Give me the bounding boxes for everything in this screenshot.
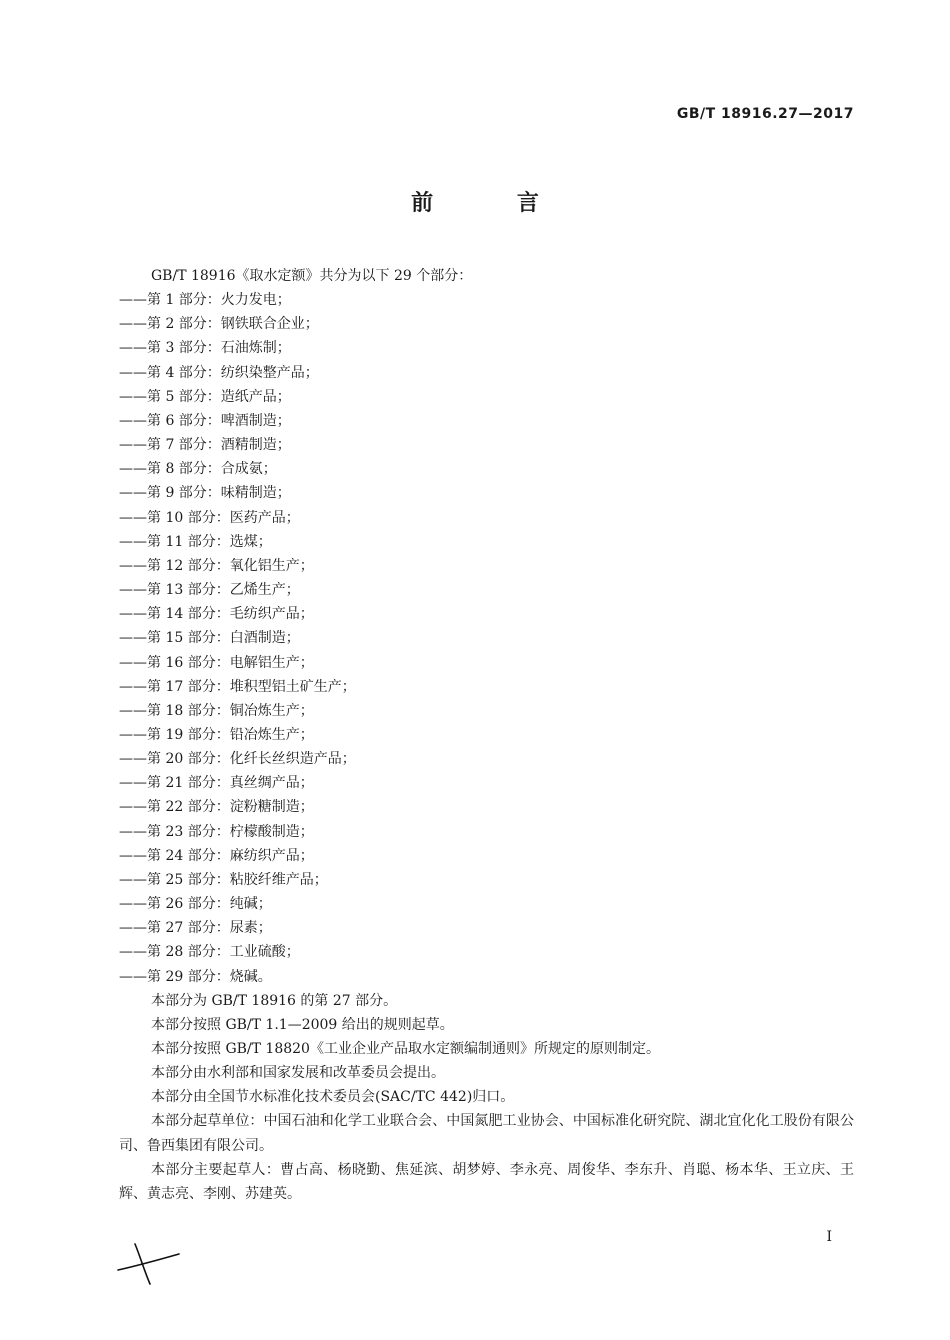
part-item: ——第 25 部分：粘胶纤维产品；	[119, 871, 328, 888]
page-title: 前 言	[411, 191, 577, 216]
part-item: ——第 9 部分：味精制造；	[119, 485, 291, 502]
part-item: ——第 24 部分：麻纺织产品；	[119, 847, 314, 864]
part-item: ——第 7 部分：酒精制造；	[119, 437, 291, 454]
part-item: ——第 21 部分：真丝绸产品；	[119, 775, 314, 792]
part-item: ——第 5 部分：造纸产品；	[119, 388, 291, 405]
part-item: ——第 14 部分：毛纺织产品；	[119, 606, 314, 623]
body-paragraph: 本部分按照 GB/T 18820《工业企业产品取水定额编制通则》所规定的原则制定。	[151, 1041, 660, 1057]
part-item: ——第 3 部分：石油炼制；	[119, 340, 291, 357]
part-item: ——第 4 部分：纺织染整产品；	[119, 364, 319, 381]
part-item: ——第 15 部分：白酒制造；	[119, 630, 300, 647]
document-body	[119, 264, 854, 1206]
body-paragraph: 本部分由全国节水标准化技术委员会(SAC/TC 442)归口。	[151, 1089, 515, 1106]
parts-list	[119, 288, 854, 989]
part-item: ——第 12 部分：氧化铝生产；	[119, 557, 314, 574]
paragraph-list	[119, 989, 854, 1206]
body-paragraph: 本部分起草单位：中国石油和化学工业联合会、中国氮肥工业协会、中国标准化研究院、湖北宜化化工股份有限公司、鲁西集团有限公司。	[119, 1113, 854, 1154]
body-paragraph: 本部分为 GB/T 18916 的第 27 部分。	[151, 992, 398, 1009]
part-item: ——第 23 部分：柠檬酸制造；	[119, 823, 314, 840]
body-paragraph: 本部分按照 GB/T 1.1—2009 给出的规则起草。	[151, 1016, 454, 1033]
part-item: ——第 29 部分：烧碱。	[119, 968, 272, 985]
intro-line: GB/T 18916《取水定额》共分为以下 29 个部分：	[151, 268, 473, 284]
part-item: ——第 11 部分：选煤；	[119, 533, 272, 550]
body-paragraph: 本部分由水利部和国家发展和改革委员会提出。	[151, 1065, 445, 1082]
part-item: ——第 28 部分：工业硫酸；	[119, 944, 300, 961]
part-item: ——第 18 部分：铜冶炼生产；	[119, 702, 314, 719]
part-item: ——第 8 部分：合成氨；	[119, 461, 277, 478]
part-item: ——第 2 部分：钢铁联合企业；	[119, 316, 319, 333]
handwritten-cross-mark	[116, 1240, 182, 1286]
part-item: ——第 26 部分：纯碱；	[119, 896, 272, 913]
body-paragraph: 本部分主要起草人：曹占高、杨晓勤、焦延滨、胡梦婷、李永亮、周俊华、李东升、肖聪、杨本华、王立庆、王辉、黄志亮、李刚、苏建英。	[119, 1161, 854, 1202]
part-item: ——第 10 部分：医药产品；	[119, 509, 300, 526]
part-item: ——第 6 部分：啤酒制造；	[119, 412, 291, 429]
part-item: ——第 20 部分：化纤长丝织造产品；	[119, 751, 356, 768]
standard-code: GB/T 18916.27—2017	[676, 106, 854, 122]
page-number: I	[826, 1229, 832, 1245]
part-item: ——第 1 部分：火力发电；	[119, 292, 291, 309]
part-item: ——第 13 部分：乙烯生产；	[119, 582, 300, 599]
part-item: ——第 27 部分：尿素；	[119, 920, 272, 937]
part-item: ——第 22 部分：淀粉糖制造；	[119, 799, 314, 816]
part-item: ——第 17 部分：堆积型铝土矿生产；	[119, 678, 356, 695]
part-item: ——第 16 部分：电解铝生产；	[119, 654, 314, 671]
part-item: ——第 19 部分：铅冶炼生产；	[119, 726, 314, 743]
